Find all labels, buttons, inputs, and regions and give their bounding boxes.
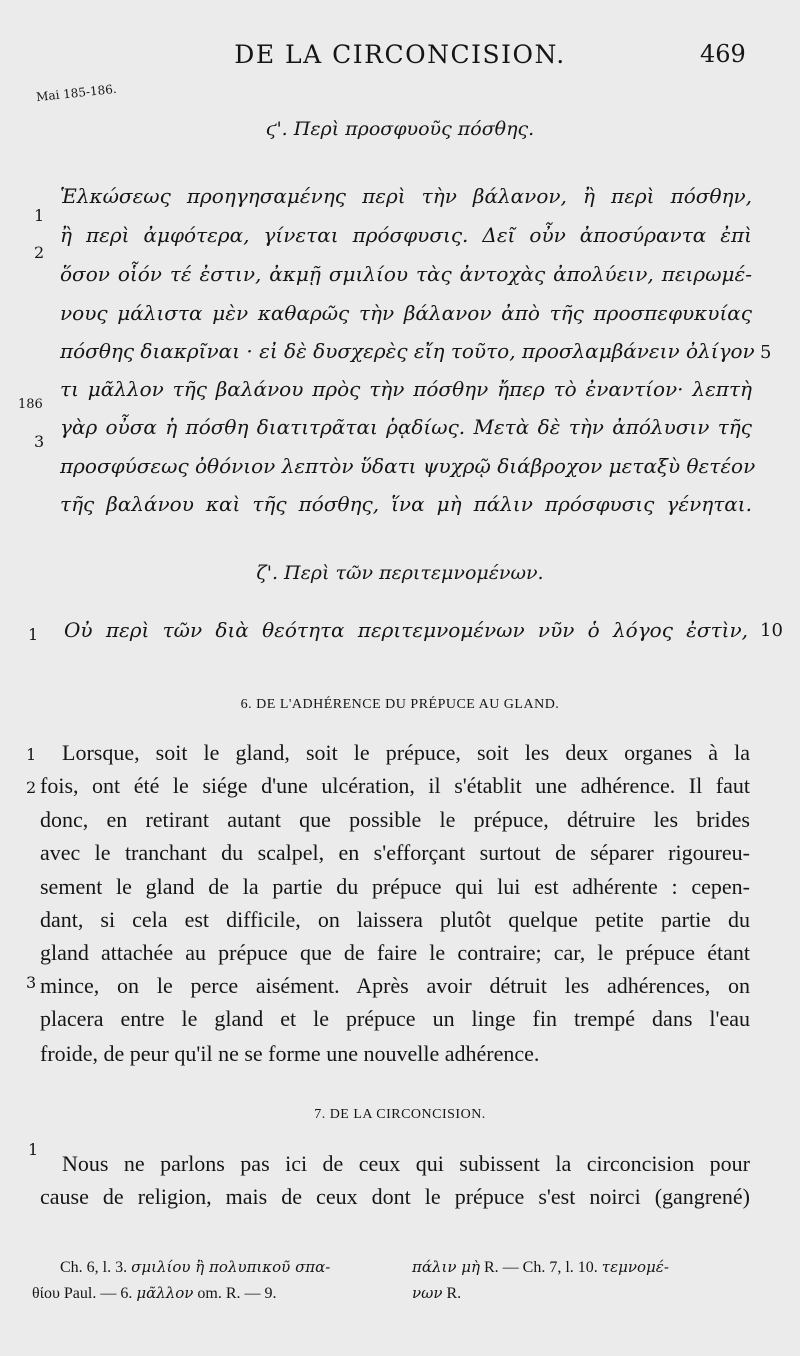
french-line-12: cause de religion, mais de ceux dont le prépuce s'est noirci (gangrené) (40, 1184, 750, 1209)
greek-line-5: πόσθης διακρῖναι · εἰ δὲ δυσχερὲς εἴη τοῦτο, προσλαμβάνειν ὀλίγον (60, 339, 755, 363)
french-line-11: Nous ne parlons pas ici de ceux qui subissent la circoncision pour (62, 1151, 750, 1176)
french-line-7: gland attachée au prépuce que de faire le contraire; car, le prépuce étant (40, 940, 750, 965)
greek-line-8: προσφύσεως ὀθόνιον λεπτὸν ὕδατι ψυχρῷ διάβροχον μεταξὺ θετέον (60, 454, 756, 478)
margin-number: 1 (26, 745, 37, 764)
french-line-1: Lorsque, soit le gland, soit le prépuce, soit les deux organes à la (62, 740, 750, 765)
margin-note: Mai 185-186. (35, 81, 118, 105)
page-number: 469 (700, 40, 746, 68)
greek-line-1: Ἑλκώσεως προηγησαμένης περὶ τὴν βάλανον, ἢ περὶ πόσθην, (60, 184, 752, 208)
running-header-title: DE LA CIRCONCISION. (234, 40, 566, 69)
margin-number: 1 (34, 206, 45, 225)
footnote-line-2 (32, 1284, 277, 1303)
french-line-5: sement le gland de la partie du prépuce qui lui est adhérente : cepen- (40, 874, 750, 899)
footnote-ref: R. (446, 1285, 462, 1302)
footnote-greek: πάλιν μὴ (412, 1258, 480, 1276)
greek-section-6-heading: ϛ'. Περὶ προσφυοῦς πόσθης. (265, 118, 535, 140)
greek-line-7: γὰρ οὖσα ἡ πόσθη διατιτρᾶται ῥᾳδίως. Μετὰ δὲ τὴν ἀπόλυσιν τῆς (60, 415, 752, 439)
footnote-greek: νων (412, 1284, 443, 1302)
footnote-greek: σμιλίου ἢ πολυπικοῦ σπα- (131, 1258, 331, 1276)
footnote-ref: om. R. — 9. (197, 1285, 277, 1302)
french-line-9: placera entre le gland et le prépuce un linge fin trempé dans l'eau (40, 1006, 750, 1031)
footnote-greek: τεμνομέ- (601, 1258, 669, 1276)
line-number: 5 (760, 342, 772, 363)
french-line-6: dant, si cela est difficile, on laissera plutôt quelque petite partie du (40, 907, 750, 932)
footnote-line-1 (60, 1258, 330, 1277)
french-line-2: fois, ont été le siége d'une ulcération, il s'établit une adhérence. Il faut (40, 773, 750, 798)
greek-section-7-heading: ζ'. Περὶ τῶν περιτεμνομένων. (256, 562, 544, 584)
margin-number: 2 (34, 243, 45, 262)
french-section-6-heading: 6. DE L'ADHÉRENCE DU PRÉPUCE AU GLAND. (240, 697, 560, 712)
footnote-line-4 (412, 1284, 461, 1303)
margin-number: 2 (26, 778, 37, 797)
margin-number: 1 (28, 625, 39, 644)
greek-line-6: τι μᾶλλον τῆς βαλάνου πρὸς τὴν πόσθην ἤπερ τὸ ἐναντίον· λεπτὴ (60, 377, 752, 401)
footnote-greek: μᾶλλον (136, 1284, 194, 1302)
footnote-line-3 (412, 1258, 669, 1277)
margin-number: 3 (26, 973, 37, 992)
margin-number: 1 (28, 1140, 39, 1159)
margin-number: 186 (18, 397, 43, 412)
greek-line-10: Οὐ περὶ τῶν διὰ θεότητα περιτεμνομένων νῦν ὁ λόγος ἐστὶν, (64, 618, 748, 642)
french-line-10: froide, de peur qu'il ne se forme une nouvelle adhérence. (40, 1041, 540, 1066)
greek-line-3: ὅσον οἷόν τέ ἐστιν, ἀκμῇ σμιλίου τὰς ἀντοχὰς ἀπολύειν, πειρωμέ- (60, 262, 752, 286)
greek-line-9: τῆς βαλάνου καὶ τῆς πόσθης, ἵνα μὴ πάλιν πρόσφυσις γένηται. (60, 492, 752, 516)
footnote-ref: Ch. 6, l. 3. (60, 1259, 128, 1276)
line-number: 10 (760, 620, 783, 641)
footnote-ref: θίου Paul. — 6. (32, 1285, 133, 1302)
margin-number: 3 (34, 432, 45, 451)
french-line-3: donc, en retirant autant que possible le prépuce, détruire les brides (40, 807, 750, 832)
french-line-4: avec le tranchant du scalpel, en s'efforçant surtout de séparer rigoureu- (40, 840, 750, 865)
french-section-7-heading: 7. DE LA CIRCONCISION. (314, 1107, 486, 1122)
greek-line-2: ἢ περὶ ἀμφότερα, γίνεται πρόσφυσις. Δεῖ οὖν ἀποσύραντα ἐπὶ (60, 223, 752, 247)
greek-line-4: νους μάλιστα μὲν καθαρῶς τὴν βάλανον ἀπὸ τῆς προσπεφυκυίας (60, 301, 752, 325)
french-line-8: mince, on le perce aisément. Après avoir détruit les adhérences, on (40, 973, 750, 998)
footnote-ref: R. — Ch. 7, l. 10. (484, 1259, 598, 1276)
